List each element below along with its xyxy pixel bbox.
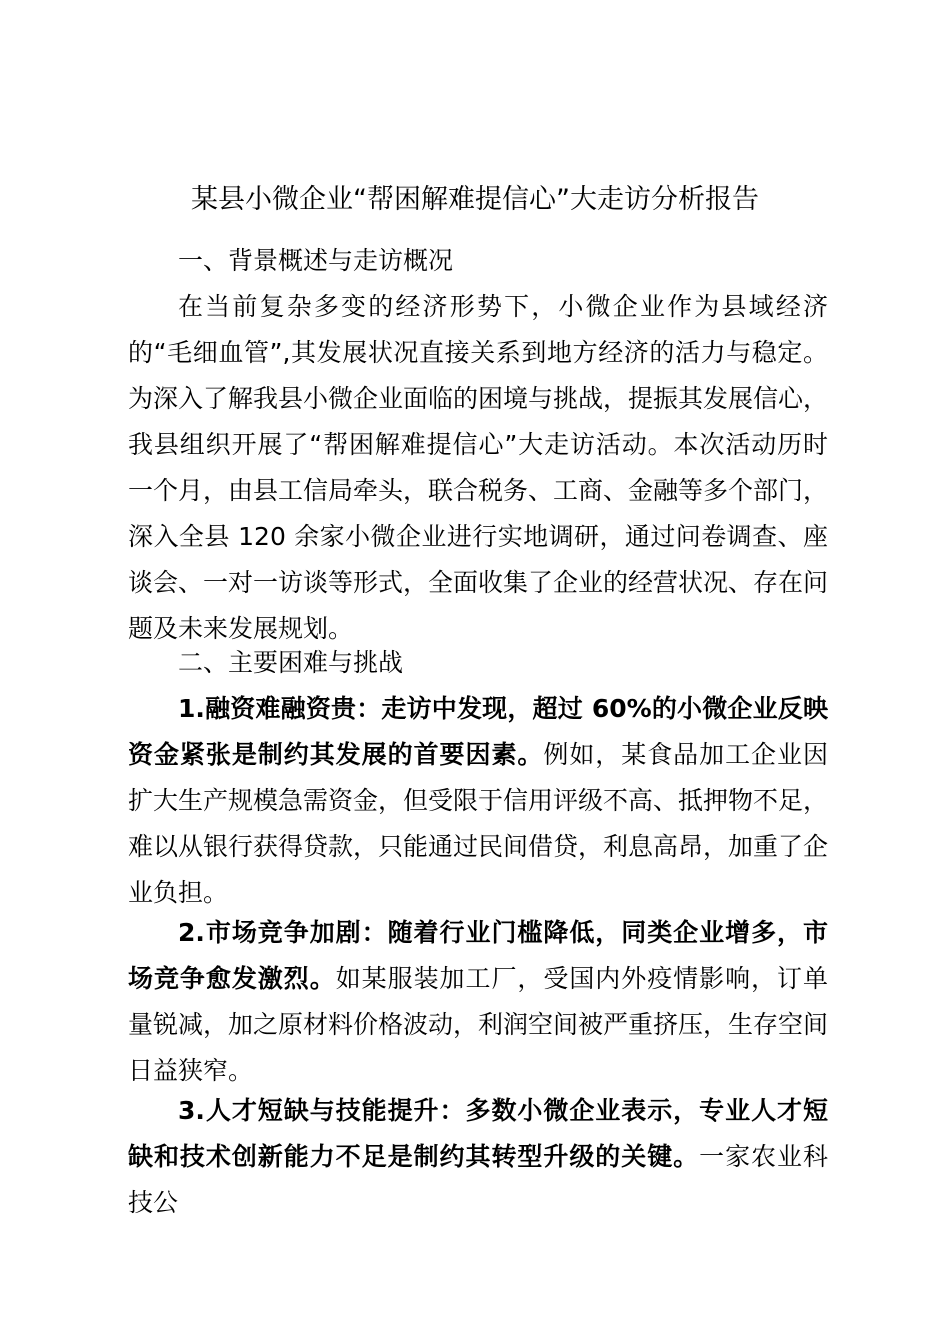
- paragraph-competition-lead: 2.市场竞争加剧：随着行业门槛降低，同类企业增多，市场竞争愈发激烈。: [128, 918, 828, 993]
- paragraph-financing: [128, 686, 828, 916]
- paragraph-competition-body: 如某服装加工厂，受国内外疫情影响，订单量锐减，加之原材料价格波动，利润空间被严重挤压，生存空间日益狭窄。: [128, 964, 829, 1085]
- document-title: 某县小微企业“帮困解难提信心”大走访分析报告: [191, 184, 759, 215]
- section-heading-background: 一、背景概述与走访概况: [178, 246, 454, 275]
- section-heading-challenges: 二、主要困难与挑战: [178, 648, 404, 677]
- paragraph-talent-body: 一家农业科技公: [128, 1142, 828, 1217]
- paragraph-financing-body: 例如，某食品加工企业因扩大生产规模急需资金，但受限于信用评级不高、抵押物不足，难以从银行获得贷款，只能通过民间借贷，利息高昂，加重了企业负担。: [128, 740, 829, 907]
- paragraph-talent-lead: 3.人才短缺与技能提升：多数小微企业表示，专业人才短缺和技术创新能力不足是制约其转型升级的关键。: [128, 1096, 828, 1171]
- paragraph-financing-lead: 1.融资难融资贵：走访中发现，超过 60%的小微企业反映资金紧张是制约其发展的首要因素。: [128, 694, 828, 769]
- paragraph-talent: [128, 1088, 828, 1226]
- paragraph-competition: [128, 910, 828, 1094]
- paragraph-background: 在当前复杂多变的经济形势下，小微企业作为县域经济的“毛细血管”,其发展状况直接关系到地方经济的活力与稳定。为深入了解我县小微企业面临的困境与挑战，提振其发展信心，我县组织开展了“帮困解难提信心”大走访活动。本次活动历时一个月，由县工信局牵头，联合税务、工商、金融等多个部门，深入全县 120 余家小微企业进行实地调研，通过问卷调查、座谈会、一对一访谈等形式，全面收集了企业的经营状况、存在问题及未来发展规划。: [128, 292, 829, 643]
